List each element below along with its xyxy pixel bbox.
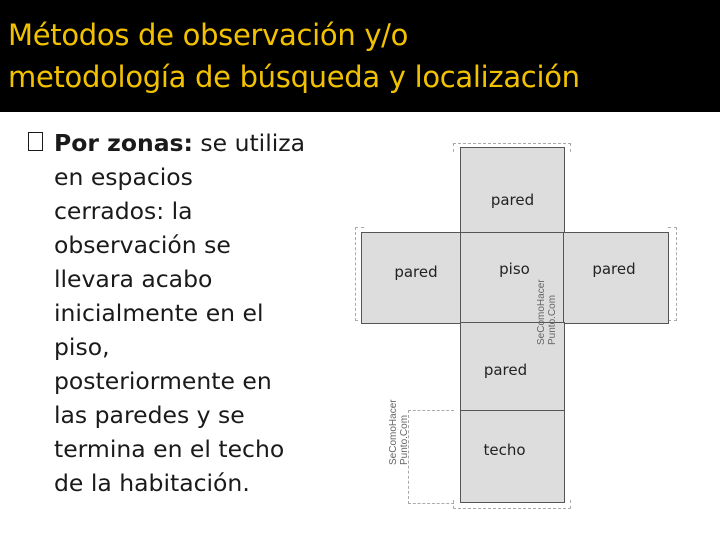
- watermark-line: SeComoHacer: [536, 279, 547, 345]
- bullet-line: llevara acabo: [54, 265, 213, 293]
- face-left-label: pared: [394, 263, 438, 281]
- face-right-label: pared: [592, 260, 636, 278]
- watermark-left: [388, 399, 410, 465]
- glue-tab: [408, 410, 454, 504]
- face-left: [361, 232, 463, 324]
- bullet-line: termina en el techo: [54, 435, 285, 463]
- bullet-line: las paredes y se: [54, 401, 245, 429]
- face-right: [563, 232, 669, 324]
- glue-tab: [668, 227, 677, 321]
- bullet-line: cerrados: la: [54, 197, 193, 225]
- face-top-label: pared: [490, 191, 535, 209]
- face-bottom-label: techo: [483, 441, 526, 459]
- watermark-center: [536, 279, 558, 345]
- bullet-line: de la habitación.: [54, 469, 250, 497]
- face-lower-label: pared: [483, 361, 528, 379]
- face-bottom: [460, 410, 565, 503]
- bullet-heading: Por zonas:: [54, 129, 193, 157]
- watermark-line: SeComoHacer: [388, 399, 399, 465]
- bullet-line: posteriormente en: [54, 367, 272, 395]
- watermark-line: Punto.Com: [547, 294, 558, 345]
- title-line-2: metodología de búsqueda y localización: [8, 60, 580, 94]
- watermark-line: Punto.Com: [399, 414, 410, 465]
- bullet-line: inicialmente en el: [54, 299, 264, 327]
- bullet-line: piso,: [54, 333, 110, 361]
- bullet-first-rest: se utiliza: [192, 129, 306, 157]
- face-center-label: piso: [499, 260, 530, 278]
- bullet-line: observación se: [54, 231, 231, 259]
- bullet-line: en espacios: [54, 163, 193, 191]
- title-line-1: Métodos de observación y/o: [8, 18, 409, 52]
- face-top: [460, 147, 565, 234]
